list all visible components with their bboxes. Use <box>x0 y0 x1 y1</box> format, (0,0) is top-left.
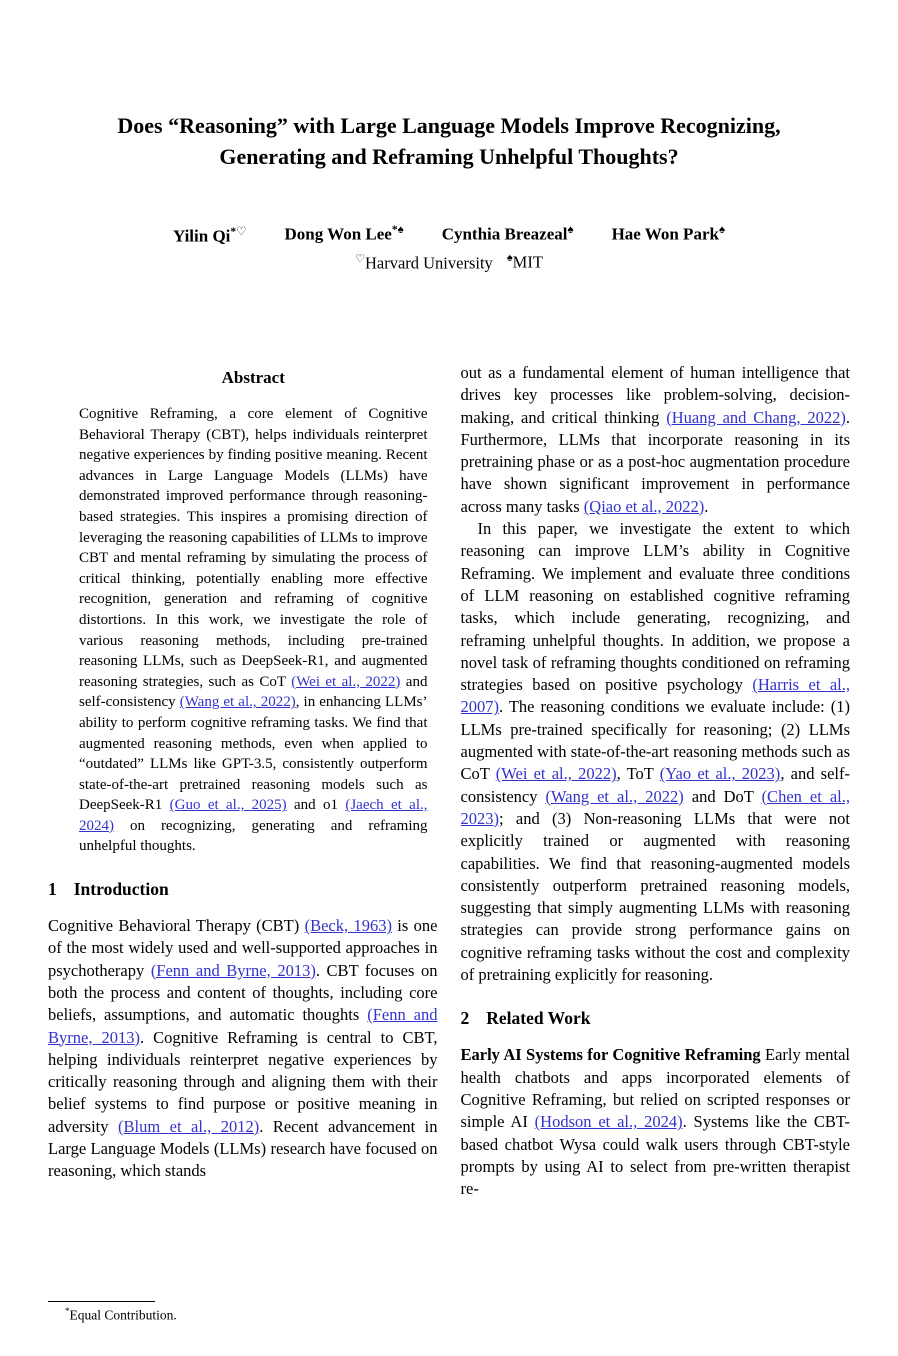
section-heading-related-work <box>461 1007 851 1029</box>
text-run: out as a fundamental element of human intelligence that drives key processes like problem-solving, decision-making, and critical thinking <box>460 363 850 427</box>
text-run: . Recent advancement in Large Language Models (LLMs) research have focused on reasoning, which stands <box>48 1116 438 1181</box>
section-title: Introduction <box>73 879 169 900</box>
footnote-rule <box>48 1301 155 1302</box>
text-run: , ToT <box>616 764 660 784</box>
citation-link[interactable]: (Wei et al., 2022) <box>291 673 401 690</box>
text-run: is one of the most widely used and well-supported approaches in psychotherapy <box>48 916 438 980</box>
section-number: 1 <box>48 879 57 900</box>
section-number: 2 <box>460 1008 470 1029</box>
text-run: . Furthermore, LLMs that incorporate reasoning in its pretraining phase or as a post-hoc augmentation procedure have shown significant improvement in performance across many tasks <box>460 407 850 516</box>
author-name: Dong Won Lee <box>284 224 392 244</box>
affiliation-name: Harvard University <box>364 253 493 273</box>
citation-link[interactable]: (Wang et al., 2022) <box>545 786 684 806</box>
affiliation-name: MIT <box>512 252 543 272</box>
citation-link[interactable]: (Wang et al., 2022) <box>179 694 296 711</box>
text-run: and DoT <box>683 786 762 806</box>
affiliation-list <box>0 252 898 274</box>
citation-link[interactable]: (Beck, 1963) <box>304 916 392 936</box>
text-run: Cognitive Reframing, a core element of Cognitive Behavioral Therapy (CBT), helps individuals reinterpret negative experiences by finding positive meaning. Recent advances in Large Language Models (LLMs) have demonstrated improved performance through reasoning-based strategies. This inspires a promising direction of leveraging the reasoning capabilities of LLMs to improve CBT and mental reframing by simulating the process of critical thinking, potentially enabling more effective recognition, generation and reframing of cognitive distortions. In this work, we investigate the role of various reasoning methods, including pre-trained reasoning LLMs, such as DeepSeek-R1, and augmented reasoning strategies, such as CoT <box>79 406 428 690</box>
citation-link[interactable]: (Harris et al., 2007) <box>460 675 850 717</box>
citation-link[interactable]: (Chen et al., 2023) <box>460 786 850 828</box>
left-column <box>48 362 438 1300</box>
title-line-1: Does “Reasoning” with Large Language Models Improve Recognizing, <box>117 113 781 138</box>
author-2 <box>284 224 403 247</box>
author-affiliation-mark: ♠ <box>718 224 726 236</box>
footnote <box>48 1301 440 1324</box>
author-list <box>0 224 898 247</box>
paper-title <box>0 110 898 172</box>
text-run: , and self-consistency <box>460 764 850 806</box>
text-run: Cognitive Behavioral Therapy (CBT) <box>48 916 305 936</box>
text-run: . <box>704 496 709 516</box>
title-line-2: Generating and Reframing Unhelpful Thoughts? <box>219 144 679 169</box>
introduction-paragraph <box>48 915 438 1183</box>
abstract-paragraph <box>79 404 428 857</box>
abstract-heading: Abstract <box>221 368 285 387</box>
right-column <box>461 362 851 1356</box>
citation-link[interactable]: (Fenn and Byrne, 2013) <box>48 1005 438 1047</box>
introduction-continued-paragraph <box>461 362 851 518</box>
paper-header <box>0 110 898 172</box>
paper-overview-paragraph <box>461 518 851 986</box>
text-run: In this paper, we investigate the extent to which reasoning can improve LLM’s ability in Cognitive Reframing. We implement and evaluate three conditions of LLM reasoning on established cognitive reframing tasks, which include generating, recognizing, and reframing unhelpful thoughts. In addition, we propose a novel task of reframing thoughts conditioned on reframing strategies based on positive psychology <box>460 519 850 695</box>
author-name: Hae Won Park <box>611 224 719 244</box>
related-work-paragraph <box>461 1044 851 1200</box>
section-title: Related Work <box>486 1008 591 1029</box>
footnote-mark: * <box>65 1306 70 1316</box>
affiliation-mark: ♠ <box>506 252 513 264</box>
text-run: , in enhancing LLMs’ ability to perform cognitive reframing tasks. We find that augmented reasoning methods, even when applied to “outdated” LLMs like GPT-3.5, consistently outperform state-of-the-art pretrained reasoning models such as DeepSeek-R1 <box>79 694 428 814</box>
section-heading-introduction <box>48 878 438 900</box>
abstract-section <box>48 368 438 857</box>
text-run: and o1 <box>286 797 346 814</box>
footnote-label: Equal Contribution. <box>69 1307 177 1323</box>
text-run: . Cognitive Reframing is central to CBT, helping individuals reinterpret negative experiences by critically reasoning through and aligning them with their belief systems to find purpose or positive meaning in adversity <box>48 1027 438 1136</box>
citation-link[interactable]: (Fenn and Byrne, 2013) <box>150 960 316 980</box>
citation-link[interactable]: (Yao et al., 2023) <box>659 764 781 784</box>
text-run: . Systems like the CBT-based chatbot Wysa could walk users through CBT-style prompts by using AI to select from pre-written therapist re- <box>460 1112 850 1199</box>
author-1 <box>173 224 247 247</box>
author-affiliation-mark: *♠ <box>391 224 404 236</box>
text-run: on recognizing, generating and reframing unhelpful thoughts. <box>79 817 428 855</box>
two-column-body <box>48 362 850 1356</box>
citation-link[interactable]: (Hodson et al., 2024) <box>534 1112 683 1132</box>
citation-link[interactable]: (Huang and Chang, 2022) <box>666 407 846 427</box>
footnote-text <box>48 1306 440 1324</box>
author-3 <box>442 224 574 247</box>
inline-bold-heading: Early AI Systems for Cognitive Reframing <box>460 1045 761 1065</box>
text-run: . The reasoning conditions we evaluate include: (1) LLMs pre-trained specifically for reasoning; (2) LLMs augmented with state-of-the-art reasoning methods such as CoT <box>460 697 850 784</box>
citation-link[interactable]: (Blum et al., 2012) <box>117 1116 260 1136</box>
author-affiliation-mark: ♠ <box>567 224 574 236</box>
citation-link[interactable]: (Guo et al., 2025) <box>169 797 287 814</box>
author-name: Yilin Qi <box>172 226 231 246</box>
affiliation-harvard <box>355 252 493 274</box>
author-4 <box>612 224 725 247</box>
text-run: ; and (3) Non-reasoning LLMs that were not explicitly trained or augmented with reasoning capabilities. We find that reasoning-augmented models consistently outperform pretrained reasoning models, suggesting that simply augmenting LLMs with reasoning strategies can provide strong performance gains on cognitive reframing tasks without the cost and complexity of pretraining explicitly for reasoning. <box>460 808 850 985</box>
affiliation-mark: ♡ <box>355 253 365 265</box>
author-affiliation-mark: *♡ <box>230 226 247 238</box>
author-name: Cynthia Breazeal <box>441 224 568 244</box>
text-run: and self-consistency <box>79 673 428 711</box>
citation-link[interactable]: (Wei et al., 2022) <box>495 764 617 784</box>
text-run: . CBT focuses on both the process and content of thoughts, including core beliefs, assumptions, and automatic thoughts <box>48 960 438 1025</box>
text-run: Early mental health chatbots and apps incorporated elements of Cognitive Reframing, but relied on scripted responses or simple AI <box>460 1045 850 1132</box>
citation-link[interactable]: (Jaech et al., 2024) <box>79 797 428 834</box>
affiliation-mit <box>507 252 543 274</box>
citation-link[interactable]: (Qiao et al., 2022) <box>583 496 705 516</box>
